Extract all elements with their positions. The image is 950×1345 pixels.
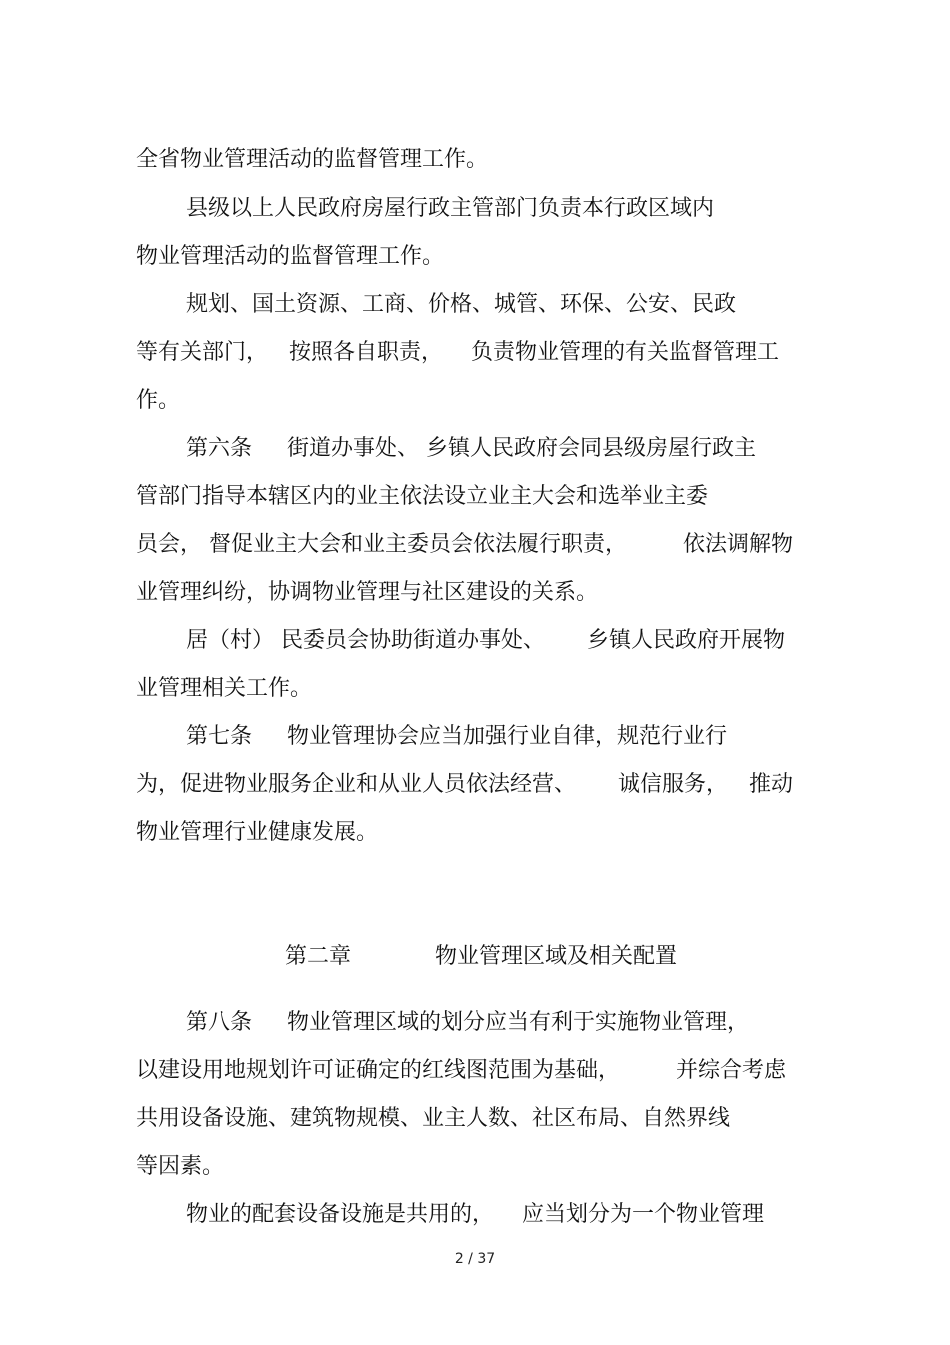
paragraph-line: 等因素。: [136, 1154, 225, 1179]
paragraph-line: 县级以上人民政府房屋行政主管部门负责本行政区域内: [186, 196, 715, 221]
paragraph-line: 居（村） 民委员会协助街道办事处、 乡镇人民政府开展物: [186, 628, 785, 653]
paragraph-line: 第六条 街道办事处、 乡镇人民政府会同县级房屋行政主: [186, 436, 756, 461]
paragraph-line: 物业管理行业健康发展。: [136, 820, 379, 845]
paragraph-line: 为，促进物业服务企业和从业人员依法经营、 诚信服务， 推动: [136, 772, 793, 797]
paragraph-line: 管部门指导本辖区内的业主依法设立业主大会和选举业主委: [136, 484, 709, 509]
paragraph-line: 共用设备设施、建筑物规模、业主人数、社区布局、自然界线: [136, 1106, 731, 1131]
paragraph-line: 业管理纠纷，协调物业管理与社区建设的关系。: [136, 580, 599, 605]
chapter-title: 物业管理区域及相关配置: [435, 944, 678, 969]
paragraph-line: 业管理相关工作。: [136, 676, 313, 701]
paragraph-line: 物业的配套设备设施是共用的， 应当划分为一个物业管理: [186, 1202, 764, 1227]
paragraph-line: 物业管理活动的监督管理工作。: [136, 244, 445, 269]
paragraph-line: 第七条 物业管理协会应当加强行业自律，规范行业行: [186, 724, 727, 749]
page-number: 2 / 37: [454, 1251, 496, 1267]
chapter-number: 第二章: [284, 944, 351, 969]
paragraph-line: 全省物业管理活动的监督管理工作。: [136, 147, 489, 172]
chapter-heading: [257, 912, 678, 969]
paragraph-line: 作。: [136, 388, 181, 413]
paragraph-line: 等有关部门， 按照各自职责， 负责物业管理的有关监督管理工: [136, 340, 779, 365]
paragraph-line: 以建设用地规划许可证确定的红线图范围为基础， 并综合考虑: [136, 1058, 786, 1083]
paragraph-line: 第八条 物业管理区域的划分应当有利于实施物业管理，: [186, 1010, 749, 1035]
paragraph-line: 员会， 督促业主大会和业主委员会依法履行职责， 依法调解物: [136, 532, 793, 557]
paragraph-line: 规划、国土资源、工商、价格、城管、环保、公安、民政: [186, 292, 737, 317]
